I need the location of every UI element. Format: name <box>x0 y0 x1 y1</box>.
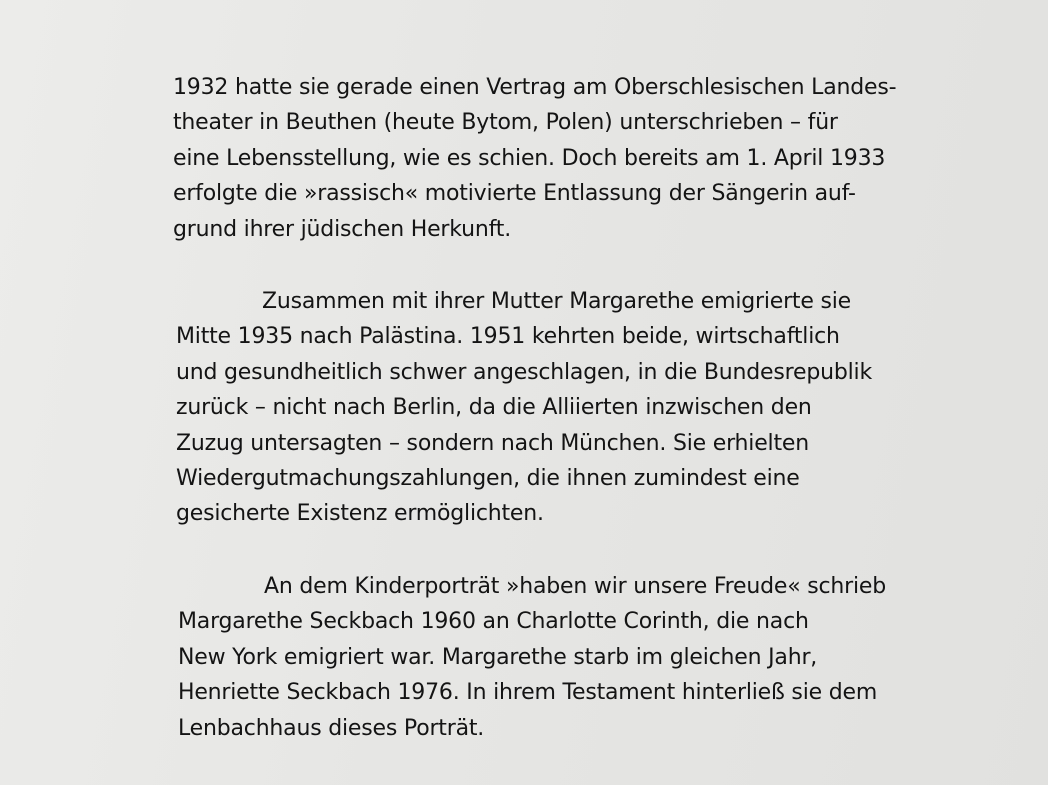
text-line: und gesundheitlich schwer angeschlagen, in die Bundesrepublik <box>176 359 872 385</box>
text-line: Margarethe Seckbach 1960 an Charlotte Corinth, die nach <box>178 609 809 635</box>
text-line: An dem Kinderporträt »haben wir unsere Freude« schrieb <box>264 574 887 599</box>
text-line: Zuzug untersagten – sondern nach München. Sie erhielten <box>176 430 809 456</box>
text-line: New York emigriert war. Margarethe starb im gleichen Jahr, <box>178 644 818 670</box>
text-line: eine Lebensstellung, wie es schien. Doch bereits am 1. April 1933 <box>173 145 886 171</box>
text-line: Lenbachhaus dieses Porträt. <box>178 715 485 741</box>
paragraph-3 <box>178 569 886 746</box>
text-line: theater in Beuthen (heute Bytom, Polen) unterschrieben – für <box>173 110 838 136</box>
text-line: Zusammen mit ihrer Mutter Margarethe emigrierte sie <box>262 289 851 314</box>
text-line: 1932 hatte sie gerade einen Vertrag am Oberschlesischen Landes- <box>173 75 897 100</box>
text-line: zurück – nicht nach Berlin, da die Alliierten inzwischen den <box>176 395 812 421</box>
paragraph-1 <box>173 70 896 247</box>
text-line: Wiedergutmachungszahlungen, die ihnen zumindest eine <box>176 466 800 492</box>
text-line: grund ihrer jüdischen Herkunft. <box>173 216 512 242</box>
text-line: gesicherte Existenz ermöglichten. <box>176 501 544 527</box>
text-line: Henriette Seckbach 1976. In ihrem Testament hinterließ sie dem <box>178 680 878 706</box>
paragraph-2 <box>176 284 872 532</box>
text-line: Mitte 1935 nach Palästina. 1951 kehrten beide, wirtschaftlich <box>176 324 840 350</box>
text-line: erfolgte die »rassisch« motivierte Entlassung der Sängerin auf- <box>173 181 856 207</box>
